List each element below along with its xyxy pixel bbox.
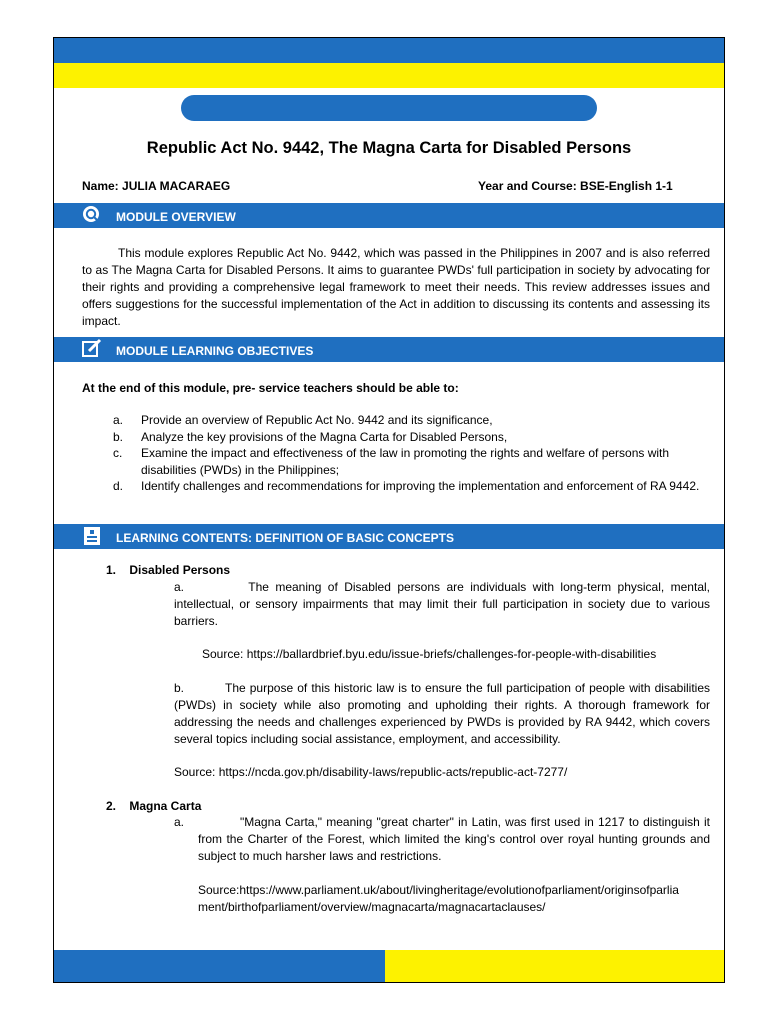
objectives-intro: At the end of this module, pre- service teachers should be able to: <box>82 381 459 395</box>
document-icon <box>80 525 104 547</box>
list-item: c. Examine the impact and effectiveness of the law in promoting the rights and welfare of persons with disabilities (PWDs) in the Philippines; <box>113 446 670 477</box>
disabled-persons-b: b. The purpose of this historic law is to ensure the full participation of people with disabilities (PWDs) in society while also promoting and upholding their rights. A thorough framework for addressing the needs and challenges experienced by PWDs is provided by RA 9442, which covers several topics including social assistance, employment, and accessibility. <box>174 681 710 746</box>
header-blue-band <box>54 38 724 63</box>
document-page <box>53 37 725 983</box>
objectives-list <box>113 412 703 495</box>
magna-carta-source-line2: ment/birthofparliament/overview/magnacarta/magnacartaclauses/ <box>198 900 546 914</box>
list-item: a. Provide an overview of Republic Act No. 9442 and its significance, <box>113 413 493 427</box>
learning-objectives-header <box>54 337 724 362</box>
list-item: b. Analyze the key provisions of the Magna Carta for Disabled Persons, <box>113 429 508 444</box>
search-icon <box>80 204 104 226</box>
magna-carta-source-line1: Source:https://www.parliament.uk/about/livingheritage/evolutionofparliament/originsofparlia <box>198 883 679 897</box>
page-title: Republic Act No. 9442, The Magna Carta for Disabled Persons <box>146 139 632 157</box>
module-overview-header <box>54 203 724 228</box>
learning-contents-header <box>54 524 724 549</box>
header-yellow-band <box>54 63 724 88</box>
footer-yellow-band <box>385 950 725 983</box>
disabled-persons-b-source: Source: https://ncda.gov.ph/disability-laws/republic-acts/republic-act-7277/ <box>174 765 568 779</box>
learning-contents-heading: LEARNING CONTENTS: DEFINITION OF BASIC CONCEPTS <box>116 531 455 545</box>
learning-objectives-heading: MODULE LEARNING OBJECTIVES <box>116 344 314 358</box>
edit-icon <box>80 338 104 360</box>
section-magna-carta-title: 2. Magna Carta <box>106 799 202 813</box>
list-item: d. Identify challenges and recommendations for improving the implementation and enforcement of RA 9442. <box>113 479 700 493</box>
magna-carta-a: a. "Magna Carta," meaning "great charter" in Latin, was first used in 1217 to distinguish it from the Charter of the Forest, which limited the king's control over royal hunting grounds and subject to much harsher laws and restrictions. <box>174 815 710 863</box>
module-overview-heading: MODULE OVERVIEW <box>116 210 236 224</box>
header-pill <box>181 95 597 121</box>
disabled-persons-a: a. The meaning of Disabled persons are individuals with long-term physical, mental, intellectual, or sensory impairments that may limit their full participation in society due to various barriers. <box>174 580 710 628</box>
section-disabled-persons-title: 1. Disabled Persons <box>106 563 231 577</box>
footer-blue-band <box>54 950 385 983</box>
disabled-persons-a-source: Source: https://ballardbrief.byu.edu/issue-briefs/challenges-for-people-with-disabilities <box>202 647 657 661</box>
student-name: Name: JULIA MACARAEG <box>82 179 231 193</box>
year-and-course: Year and Course: BSE-English 1-1 <box>478 179 673 193</box>
module-overview-text: This module explores Republic Act No. 9442, which was passed in the Philippines in 2007 and is also referred to as The Magna Carta for Disabled Persons. It aims to guarantee PWDs' full participation in society by advocating for their rights and providing a comprehensive legal framework to meet their needs. This review addresses issues and offers suggestions for the successful implementation of the Act in addition to discussing its contents and assessing its impact. <box>82 246 710 328</box>
